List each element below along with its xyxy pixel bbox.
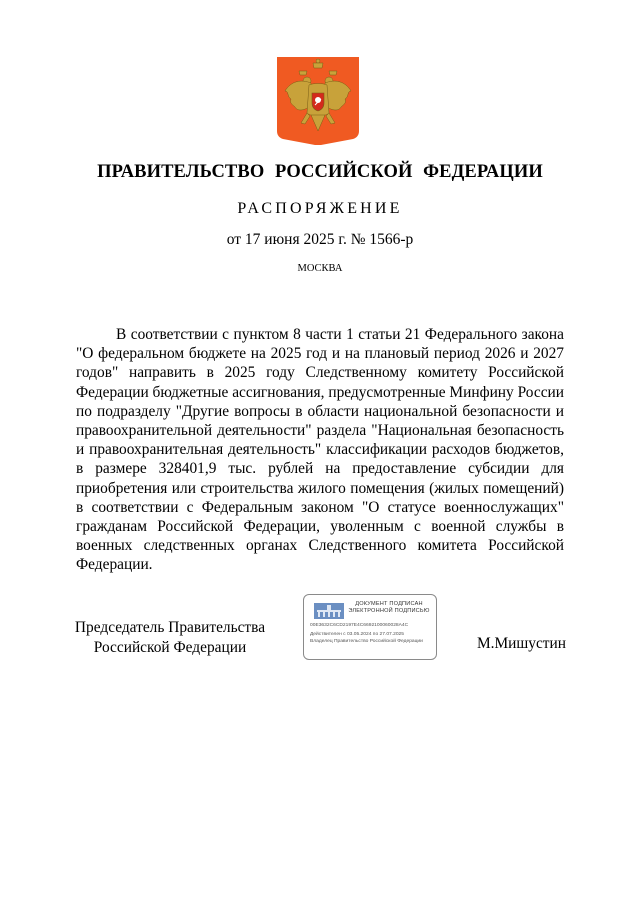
signer-title — [70, 618, 270, 657]
order-paragraph: В соответствии с пунктом 8 части 1 статьи 21 Федерального закона "О федеральном бюджете на 2025 год и на плановый период 2026 и 2027 годов" направить в 2025 году Следственному комитету Российской Федерации бюджетные ассигнования, предусмотренные Минфину России по подразделу "Другие вопросы в области национальной безопасности и правоохранительной деятельности" раздела "Национальная безопасность и правоохранительная деятельность" классификации расходов бюджетов, в размере 328401,9 тыс. рублей на предоставление субсидии для приобретения или строительства жилого помещения (жилых помещений) в соответствии с Федеральным законом "О статусе военнослужащих" гражданам Российской Федерации, уволенным с военной службы в военных следственных органах Следственного комитета Российской Федерации. — [76, 326, 564, 574]
stamp-heading-line2: ЭЛЕКТРОННОЙ ПОДПИСЬЮ — [348, 608, 430, 614]
government-building-icon — [314, 603, 344, 619]
stamp-heading — [346, 601, 432, 615]
signer-title-line2: Российской Федерации — [93, 638, 247, 656]
document-type: РАСПОРЯЖЕНИЕ — [237, 200, 403, 217]
stamp-certificate: 00E3632C6CD2197E4C6692100060028A4C — [310, 623, 409, 628]
signer-title-line1: Председатель Правительства — [74, 619, 266, 636]
stamp-validity: Действителен с 03.05.2024 по 27.07.2025 — [310, 632, 404, 637]
document-date-number: от 17 июня 2025 г. № 1566-р — [226, 231, 414, 248]
government-title: ПРАВИТЕЛЬСТВО РОССИЙСКОЙ ФЕДЕРАЦИИ — [97, 162, 543, 182]
coat-of-arms-emblem — [277, 57, 359, 145]
stamp-owner: Владелец Правительство Российской Федерации — [310, 639, 423, 644]
document-city: МОСКВА — [297, 263, 343, 274]
signer-name: М.Мишустин — [476, 635, 566, 652]
stamp-heading-line1: ДОКУМЕНТ ПОДПИСАН — [355, 601, 423, 607]
electronic-signature-stamp — [303, 594, 437, 660]
